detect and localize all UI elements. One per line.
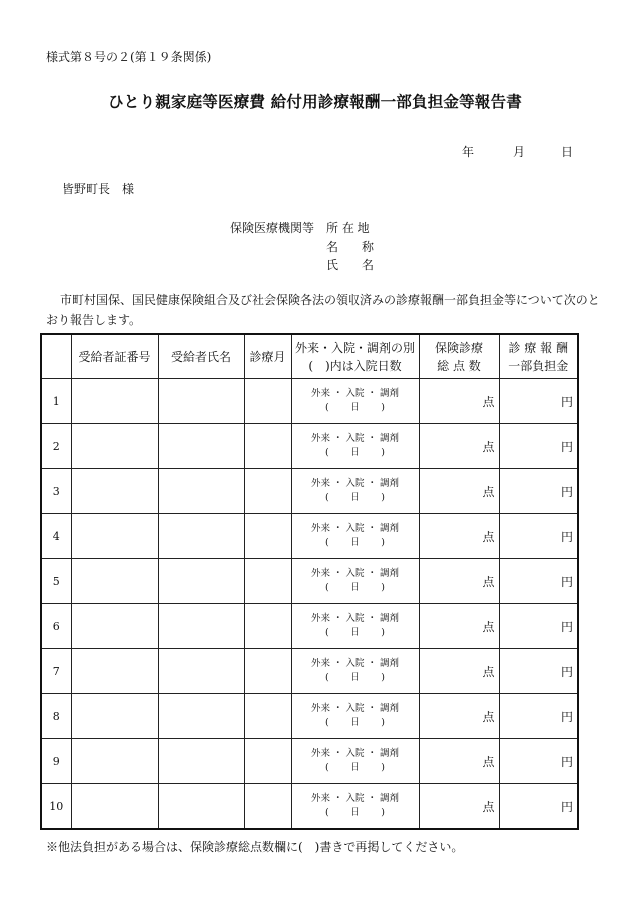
form-number: 様式第８号の２(第１９条関係): [46, 50, 212, 64]
visit-type-cell[interactable]: [291, 379, 419, 424]
copay-cell[interactable]: [499, 559, 578, 604]
date-year-label: 年: [462, 145, 475, 159]
visit-options: 外来 ・ 入院 ・ 調剤: [310, 613, 400, 624]
visit-days-close: 日): [328, 492, 385, 503]
copay-unit: 円: [560, 574, 573, 589]
header-recipient-name: 受給者氏名: [158, 334, 244, 379]
visit-days-open: (: [325, 672, 329, 683]
table-row: [41, 559, 578, 604]
copay-unit: 円: [560, 664, 573, 679]
visit-days-close: 日): [328, 402, 385, 413]
visit-type-cell[interactable]: [291, 784, 419, 830]
visit-days-open: (: [325, 717, 329, 728]
sender-person-label: 氏 名: [326, 258, 375, 272]
visit-type-cell[interactable]: [291, 694, 419, 739]
visit-options: 外来 ・ 入院 ・ 調剤: [310, 793, 400, 804]
header-points-line1: 保険診療: [434, 340, 483, 355]
copay-unit: 円: [560, 529, 573, 544]
visit-type-cell[interactable]: [291, 469, 419, 514]
recipient-name-cell[interactable]: [158, 559, 244, 604]
table-row: [41, 469, 578, 514]
body-text: 市町村国保、国民健康保険組合及び社会保険各法の領収済みの診療報酬一部負担金等について次のとおり報告します。: [46, 293, 600, 327]
month-cell[interactable]: [244, 649, 291, 694]
visit-days-close: 日): [328, 717, 385, 728]
visit-days-close: 日): [328, 537, 385, 548]
table-row: [41, 379, 578, 424]
points-cell[interactable]: [419, 514, 499, 559]
date-day-label: 日: [561, 145, 574, 159]
visit-days-open: (: [325, 762, 329, 773]
header-no: [41, 334, 71, 379]
points-cell[interactable]: [419, 694, 499, 739]
row-number: 7: [41, 649, 71, 694]
month-cell[interactable]: [244, 739, 291, 784]
copay-cell[interactable]: [499, 694, 578, 739]
recipient-name-cell[interactable]: [158, 379, 244, 424]
recipient-id-cell[interactable]: [71, 739, 158, 784]
recipient-id-cell[interactable]: [71, 694, 158, 739]
points-cell[interactable]: [419, 469, 499, 514]
recipient-name-cell[interactable]: [158, 424, 244, 469]
month-cell[interactable]: [244, 379, 291, 424]
points-unit: 点: [482, 574, 495, 589]
recipient-id-cell[interactable]: [71, 604, 158, 649]
header-visit-type-line2: ( )内は入院日数: [308, 358, 402, 373]
copay-cell[interactable]: [499, 784, 578, 830]
visit-days-open: (: [325, 807, 329, 818]
table-row: [41, 649, 578, 694]
row-number: 9: [41, 739, 71, 784]
copay-unit: 円: [560, 439, 573, 454]
header-recipient-id: 受給者証番号: [71, 334, 158, 379]
recipient-id-cell[interactable]: [71, 469, 158, 514]
header-month: 診療月: [244, 334, 291, 379]
visit-days-open: (: [325, 582, 329, 593]
visit-days-open: (: [325, 537, 329, 548]
sender-address-label: 所 在 地: [326, 221, 370, 235]
recipient-id-cell[interactable]: [71, 514, 158, 559]
points-unit: 点: [482, 709, 495, 724]
row-number: 3: [41, 469, 71, 514]
month-cell[interactable]: [244, 514, 291, 559]
header-points-line2: 総 点 数: [437, 358, 481, 373]
visit-options: 外来 ・ 入院 ・ 調剤: [310, 658, 400, 669]
recipient-name-cell[interactable]: [158, 649, 244, 694]
visit-type-cell[interactable]: [291, 649, 419, 694]
copay-cell[interactable]: [499, 424, 578, 469]
copay-cell[interactable]: [499, 604, 578, 649]
recipient-id-cell[interactable]: [71, 379, 158, 424]
table-row: [41, 604, 578, 649]
month-cell[interactable]: [244, 604, 291, 649]
copay-unit: 円: [560, 619, 573, 634]
visit-days-close: 日): [328, 627, 385, 638]
copay-unit: 円: [560, 394, 573, 409]
month-cell[interactable]: [244, 559, 291, 604]
row-number: 1: [41, 379, 71, 424]
visit-days-close: 日): [328, 807, 385, 818]
table-row: [41, 424, 578, 469]
recipient-id-cell[interactable]: [71, 424, 158, 469]
points-cell[interactable]: [419, 424, 499, 469]
footnote: ※他法負担がある場合は、保険診療総点数欄に( )書きで再掲してください。: [46, 840, 464, 854]
points-unit: 点: [482, 439, 495, 454]
visit-options: 外来 ・ 入院 ・ 調剤: [310, 433, 400, 444]
points-cell[interactable]: [419, 784, 499, 830]
points-cell[interactable]: [419, 739, 499, 784]
report-table-body: [41, 379, 578, 830]
copay-cell[interactable]: [499, 469, 578, 514]
addressee: 皆野町長 様: [62, 182, 135, 196]
recipient-id-cell[interactable]: [71, 559, 158, 604]
table-row: [41, 694, 578, 739]
visit-days-close: 日): [328, 447, 385, 458]
recipient-name-cell[interactable]: [158, 739, 244, 784]
row-number: 8: [41, 694, 71, 739]
visit-days-open: (: [325, 402, 329, 413]
month-cell[interactable]: [244, 784, 291, 830]
row-number: 2: [41, 424, 71, 469]
date-month-label: 月: [513, 145, 526, 159]
header-copay-line2: 一部負担金: [508, 358, 569, 373]
points-cell[interactable]: [419, 559, 499, 604]
row-number: 10: [41, 784, 71, 830]
month-cell[interactable]: [244, 469, 291, 514]
points-unit: 点: [482, 394, 495, 409]
points-cell[interactable]: [419, 379, 499, 424]
header-visit-type: [291, 334, 419, 379]
header-copay-line1: 診 療 報 酬: [508, 340, 568, 355]
page-title: ひとり親家庭等医療費 給付用診療報酬一部負担金等報告書: [108, 92, 522, 111]
visit-type-cell[interactable]: [291, 604, 419, 649]
visit-options: 外来 ・ 入院 ・ 調剤: [310, 748, 400, 759]
sender-name-label: 名 称: [326, 240, 375, 254]
header-points: [419, 334, 499, 379]
visit-type-cell[interactable]: [291, 514, 419, 559]
visit-days-open: (: [325, 627, 329, 638]
visit-options: 外来 ・ 入院 ・ 調剤: [310, 703, 400, 714]
month-cell[interactable]: [244, 424, 291, 469]
recipient-name-cell[interactable]: [158, 604, 244, 649]
visit-days-close: 日): [328, 582, 385, 593]
visit-type-cell[interactable]: [291, 424, 419, 469]
visit-days-close: 日): [328, 762, 385, 773]
table-row: [41, 784, 578, 830]
row-number: 4: [41, 514, 71, 559]
visit-type-cell[interactable]: [291, 739, 419, 784]
visit-days-close: 日): [328, 672, 385, 683]
points-cell[interactable]: [419, 649, 499, 694]
visit-options: 外来 ・ 入院 ・ 調剤: [310, 523, 400, 534]
copay-unit: 円: [560, 754, 573, 769]
table-header-row: [41, 334, 578, 379]
points-unit: 点: [482, 619, 495, 634]
visit-type-cell[interactable]: [291, 559, 419, 604]
visit-days-open: (: [325, 447, 329, 458]
copay-unit: 円: [560, 799, 573, 814]
points-unit: 点: [482, 799, 495, 814]
points-unit: 点: [482, 664, 495, 679]
recipient-name-cell[interactable]: [158, 514, 244, 559]
visit-days-open: (: [325, 492, 329, 503]
copay-unit: 円: [560, 484, 573, 499]
points-unit: 点: [482, 529, 495, 544]
header-visit-type-line1: 外来・入院・調剤の別: [294, 340, 415, 355]
copay-unit: 円: [560, 709, 573, 724]
visit-options: 外来 ・ 入院 ・ 調剤: [310, 568, 400, 579]
table-row: [41, 739, 578, 784]
recipient-id-cell[interactable]: [71, 784, 158, 830]
report-table: [40, 333, 579, 830]
row-number: 6: [41, 604, 71, 649]
recipient-id-cell[interactable]: [71, 649, 158, 694]
table-row: [41, 514, 578, 559]
copay-cell[interactable]: [499, 514, 578, 559]
recipient-name-cell[interactable]: [158, 784, 244, 830]
header-copay: [499, 334, 578, 379]
copay-cell[interactable]: [499, 379, 578, 424]
recipient-name-cell[interactable]: [158, 694, 244, 739]
sender-org-label: 保険医療機関等: [230, 221, 315, 235]
visit-options: 外来 ・ 入院 ・ 調剤: [310, 388, 400, 399]
points-cell[interactable]: [419, 604, 499, 649]
visit-options: 外来 ・ 入院 ・ 調剤: [310, 478, 400, 489]
copay-cell[interactable]: [499, 739, 578, 784]
copay-cell[interactable]: [499, 649, 578, 694]
points-unit: 点: [482, 484, 495, 499]
points-unit: 点: [482, 754, 495, 769]
row-number: 5: [41, 559, 71, 604]
recipient-name-cell[interactable]: [158, 469, 244, 514]
month-cell[interactable]: [244, 694, 291, 739]
